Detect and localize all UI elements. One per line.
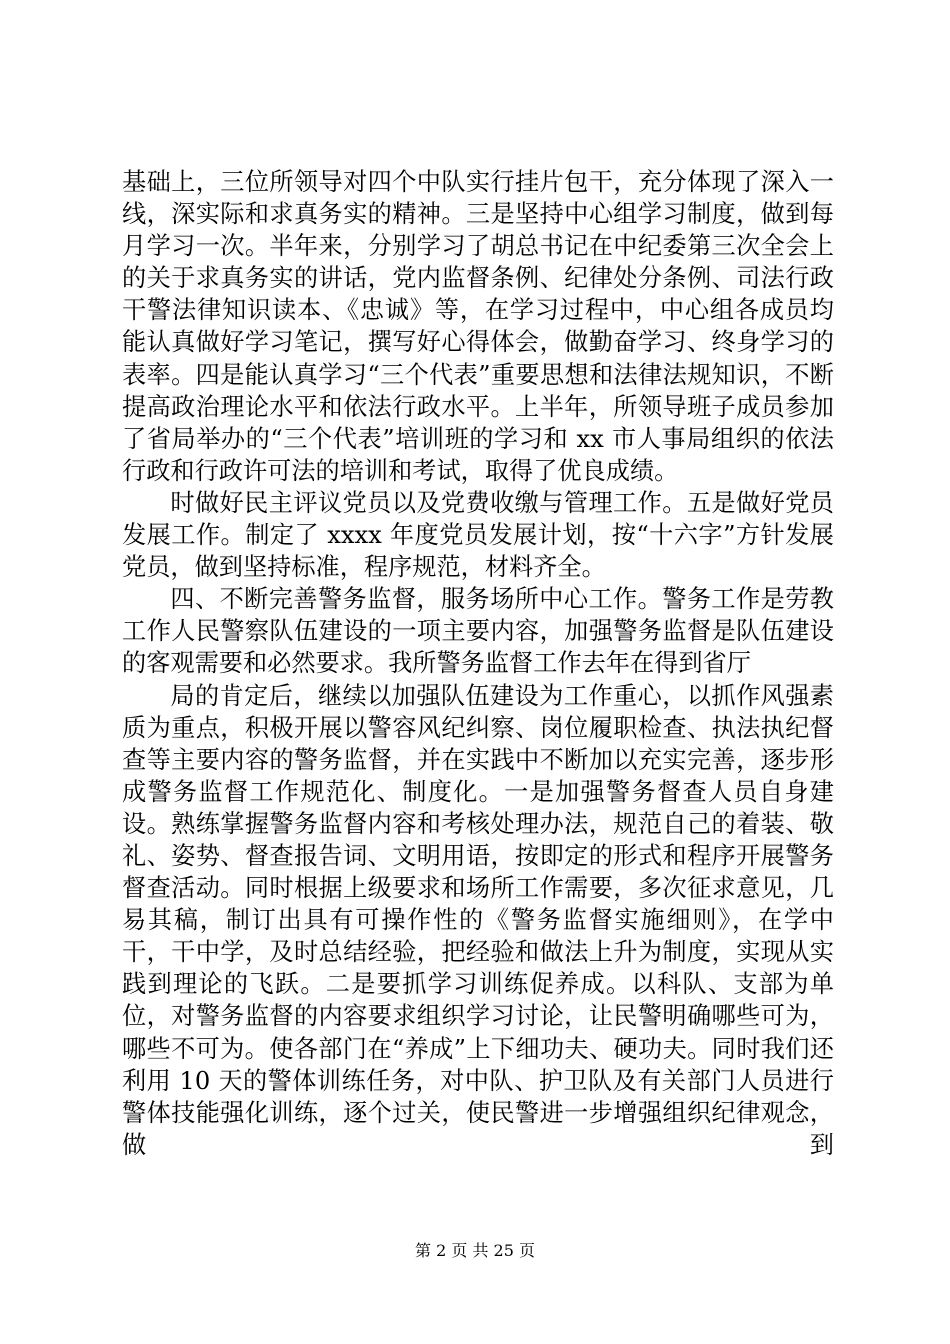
paragraph-4: 局的肯定后，继续以加强队伍建设为工作重心，以抓作风强素质为重点，积极开展以警容风纪纠察、岗位履职检查、执法执纪督查等主要内容的警务监督，并在实践中不断加以充实完善，逐步形成警务监督工作规范化、制度化。一是加强警务督查人员自身建设。熟练掌握警务监督内容和考核处理办法，规范自己的着装、敬礼、姿势、督查报告词、文明用语，按即定的形式和程序开展警务督查活动。同时根据上级要求和场所工作需要，多次征求意见，几易其稿，制订出具有可操作性的《警务监督实施细则》，在学中干，干中学，及时总结经验，把经验和做法上升为制度，实现从实践到理论的飞跃。二是要抓学习训练促养成。以科队、支部为单位，对警务监督的内容要求组织学习讨论，让民警明确哪些可为，哪些不可为。使各部门在“养成”上下细功夫、硬功夫。同时我们还利用 10 天的警体训练任务，对中队、护卫队及有关部门人员进行警体技能强化训练，逐个过关，使民警进一步增强组织纪律观念，做到 [122, 681, 834, 1159]
page-number-footer: 第 2 页 共 25 页 [415, 1241, 535, 1260]
paragraph-3: 四、不断完善警务监督，服务场所中心工作。警务工作是劳教工作人民警察队伍建设的一项主要内容，加强警务监督是队伍建设的客观需要和必然要求。我所警务监督工作去年在得到省厅 [122, 585, 834, 678]
paragraph-2: 时做好民主评议党员以及党费收缴与管理工作。五是做好党员发展工作。制定了 xxxx 年度党员发展计划，按“十六字”方针发展党员，做到坚持标准，程序规范，材料齐全。 [122, 488, 834, 582]
document-body [122, 166, 834, 1161]
paragraph-1: 基础上，三位所领导对四个中队实行挂片包干，充分体现了深入一线，深实际和求真务实的精神。三是坚持中心组学习制度，做到每月学习一次。半年来，分别学习了胡总书记在中纪委第三次全会上的关于求真务实的讲话，党内监督条例、纪律处分条例、司法行政干警法律知识读本、《忠诚》等，在学习过程中，中心组各成员均能认真做好学习笔记，撰写好心得体会，做勤奋学习、终身学习的表率。四是能认真学习“三个代表”重要思想和法律法规知识，不断提高政治理论水平和依法行政水平。上半年，所领导班子成员参加了省局举办的“三个代表”培训班的学习和 xx 市人事局组织的依法行政和行政许可法的培训和考试，取得了优良成绩。 [122, 168, 834, 485]
